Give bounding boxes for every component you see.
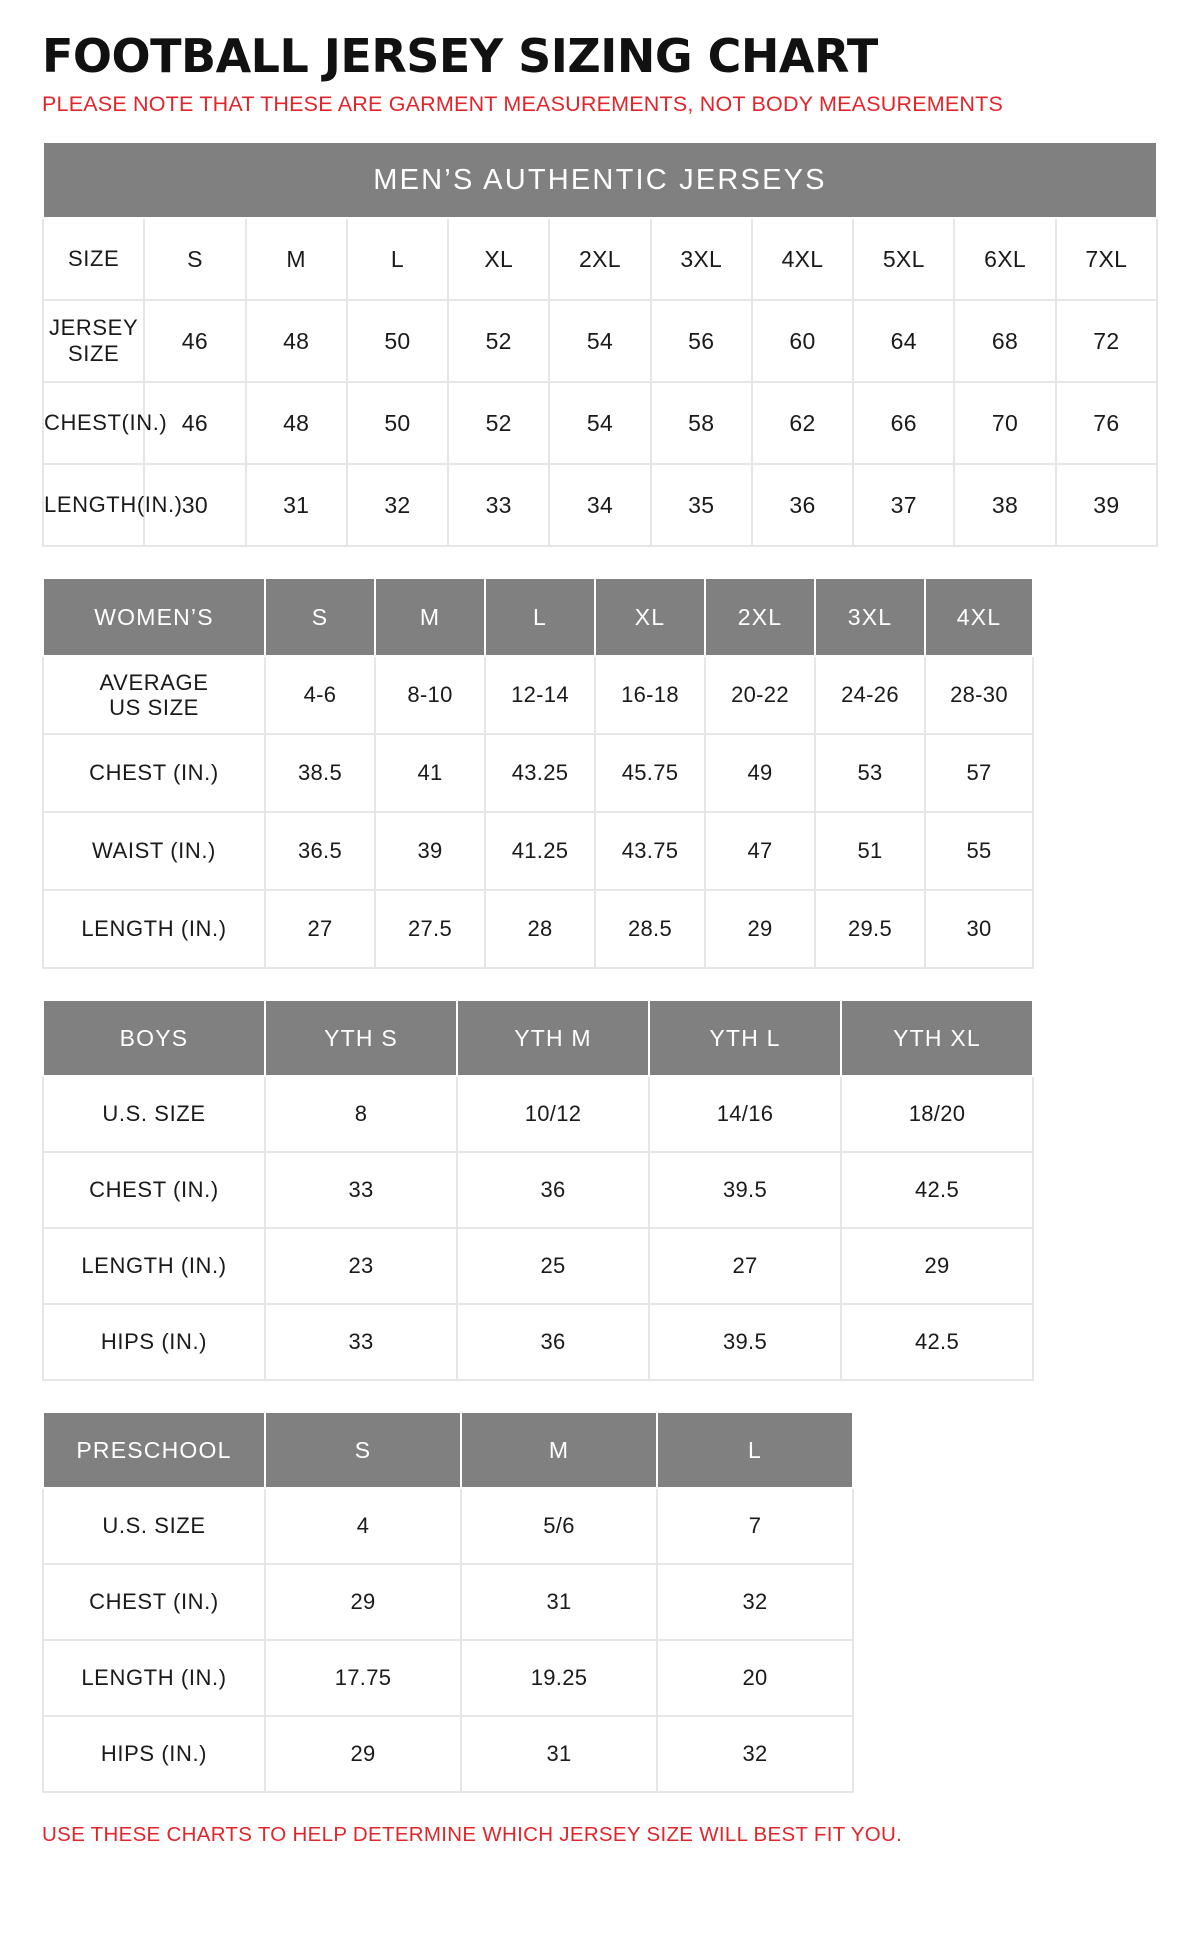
table-row [43, 1152, 1033, 1228]
table-cell: 43.25 [485, 734, 595, 812]
table-cell: 4 [265, 1488, 461, 1564]
table-row [43, 1488, 853, 1564]
mens-size-7xl: 7XL [1056, 218, 1157, 300]
boys-size-yth-xl: YTH XL [841, 1000, 1033, 1076]
table-cell: 50 [347, 382, 448, 464]
table-cell: 64 [853, 300, 954, 382]
table-cell: 31 [246, 464, 347, 546]
table-cell: 33 [265, 1304, 457, 1380]
table-cell: 52 [448, 382, 549, 464]
mens-size-3xl: 3XL [651, 218, 752, 300]
table-row [43, 1000, 1033, 1076]
table-cell: 62 [752, 382, 853, 464]
table-cell: 60 [752, 300, 853, 382]
mens-size-6xl: 6XL [954, 218, 1055, 300]
table-cell: 76 [1056, 382, 1157, 464]
table-cell: 31 [461, 1716, 657, 1792]
table-row [43, 890, 1033, 968]
table-cell: 38 [954, 464, 1055, 546]
measurement-disclaimer: PLEASE NOTE THAT THESE ARE GARMENT MEASUREMENTS, NOT BODY MEASUREMENTS [42, 92, 1003, 117]
table-cell: 4-6 [265, 656, 375, 734]
womens-size-l: L [485, 578, 595, 656]
table-cell: 8 [265, 1076, 457, 1152]
table-cell: 47 [705, 812, 815, 890]
table-cell: 28.5 [595, 890, 705, 968]
table-cell: 19.25 [461, 1640, 657, 1716]
table-cell: 23 [265, 1228, 457, 1304]
table-cell: 27.5 [375, 890, 485, 968]
mens-sizing-table [42, 141, 1158, 547]
table-cell: 32 [657, 1564, 853, 1640]
table-cell: 34 [549, 464, 650, 546]
table-cell: 29 [265, 1716, 461, 1792]
table-row [43, 218, 1157, 300]
mens-table-banner: MEN’S AUTHENTIC JERSEYS [43, 142, 1157, 218]
table-cell: 39 [1056, 464, 1157, 546]
womens-row-label-chest: CHEST (IN.) [43, 734, 265, 812]
womens-size-xl: XL [595, 578, 705, 656]
table-cell: 29 [705, 890, 815, 968]
preschool-row-label-chest: CHEST (IN.) [43, 1564, 265, 1640]
table-cell: 16-18 [595, 656, 705, 734]
table-cell: 45.75 [595, 734, 705, 812]
table-row [43, 812, 1033, 890]
womens-row-label-waist: WAIST (IN.) [43, 812, 265, 890]
table-cell: 8-10 [375, 656, 485, 734]
table-cell: 57 [925, 734, 1033, 812]
mens-size-s: S [144, 218, 245, 300]
preschool-row-label-length: LENGTH (IN.) [43, 1640, 265, 1716]
table-row [43, 1716, 853, 1792]
table-cell: 58 [651, 382, 752, 464]
table-cell: 17.75 [265, 1640, 461, 1716]
table-cell: 27 [265, 890, 375, 968]
table-cell: 68 [954, 300, 1055, 382]
table-cell: 66 [853, 382, 954, 464]
table-cell: 27 [649, 1228, 841, 1304]
table-row [43, 382, 1157, 464]
footer-note: USE THESE CHARTS TO HELP DETERMINE WHICH JERSEY SIZE WILL BEST FIT YOU. [42, 1823, 903, 1847]
table-cell: 32 [657, 1716, 853, 1792]
table-cell: 10/12 [457, 1076, 649, 1152]
preschool-row-label-hips: HIPS (IN.) [43, 1716, 265, 1792]
table-cell: 36.5 [265, 812, 375, 890]
boys-size-yth-l: YTH L [649, 1000, 841, 1076]
table-row [43, 734, 1033, 812]
table-row [43, 300, 1157, 382]
table-row [43, 1076, 1033, 1152]
womens-row-label-average-us-size [43, 656, 265, 734]
preschool-size-l: L [657, 1412, 853, 1488]
table-cell: 70 [954, 382, 1055, 464]
table-cell: 36 [457, 1152, 649, 1228]
table-cell: 38.5 [265, 734, 375, 812]
table-cell: 51 [815, 812, 925, 890]
preschool-size-m: M [461, 1412, 657, 1488]
womens-row-label-length: LENGTH (IN.) [43, 890, 265, 968]
table-cell: 28 [485, 890, 595, 968]
womens-size-3xl: 3XL [815, 578, 925, 656]
boys-row-label-chest: CHEST (IN.) [43, 1152, 265, 1228]
mens-size-5xl: 5XL [853, 218, 954, 300]
table-cell: 5/6 [461, 1488, 657, 1564]
table-cell: 29 [265, 1564, 461, 1640]
mens-size-xl: XL [448, 218, 549, 300]
preschool-table-label: PRESCHOOL [43, 1412, 265, 1488]
mens-size-2xl: 2XL [549, 218, 650, 300]
table-row [43, 1228, 1033, 1304]
preschool-size-s: S [265, 1412, 461, 1488]
table-cell: 37 [853, 464, 954, 546]
boys-row-label-us-size: U.S. SIZE [43, 1076, 265, 1152]
page-title: FOOTBALL JERSEY SIZING CHART [42, 29, 878, 83]
table-cell: 32 [347, 464, 448, 546]
table-row [43, 464, 1157, 546]
table-cell: 42.5 [841, 1304, 1033, 1380]
table-cell: 39.5 [649, 1304, 841, 1380]
table-row [43, 578, 1033, 656]
table-cell: 72 [1056, 300, 1157, 382]
table-cell: 50 [347, 300, 448, 382]
table-cell: 53 [815, 734, 925, 812]
table-cell: 30 [925, 890, 1033, 968]
womens-table-label: WOMEN’S [43, 578, 265, 656]
table-cell: 31 [461, 1564, 657, 1640]
table-cell: 12-14 [485, 656, 595, 734]
table-row [43, 1304, 1033, 1380]
womens-size-4xl: 4XL [925, 578, 1033, 656]
table-cell: 36 [457, 1304, 649, 1380]
boys-size-yth-s: YTH S [265, 1000, 457, 1076]
mens-row-label-length: LENGTH(IN.) [43, 464, 144, 546]
table-cell: 7 [657, 1488, 853, 1564]
table-cell: 33 [448, 464, 549, 546]
mens-size-4xl: 4XL [752, 218, 853, 300]
table-row [43, 1640, 853, 1716]
table-cell: 41 [375, 734, 485, 812]
table-cell: 46 [144, 300, 245, 382]
table-cell: 41.25 [485, 812, 595, 890]
table-cell: 18/20 [841, 1076, 1033, 1152]
mens-row-label-jersey-size: JERSEY SIZE [43, 300, 144, 382]
table-cell: 24-26 [815, 656, 925, 734]
womens-size-2xl: 2XL [705, 578, 815, 656]
table-cell: 52 [448, 300, 549, 382]
table-cell: 39 [375, 812, 485, 890]
mens-size-l: L [347, 218, 448, 300]
womens-label-line2: US SIZE [109, 695, 199, 721]
preschool-sizing-table [42, 1411, 854, 1793]
womens-size-m: M [375, 578, 485, 656]
table-cell: 54 [549, 382, 650, 464]
table-cell: 28-30 [925, 656, 1033, 734]
table-cell: 20 [657, 1640, 853, 1716]
table-cell: 48 [246, 300, 347, 382]
table-row [43, 1412, 853, 1488]
table-cell: 29 [841, 1228, 1033, 1304]
boys-sizing-table [42, 999, 1034, 1381]
table-row [43, 656, 1033, 734]
table-cell: 54 [549, 300, 650, 382]
table-cell: 42.5 [841, 1152, 1033, 1228]
mens-size-label: SIZE [43, 218, 144, 300]
table-cell: 20-22 [705, 656, 815, 734]
table-row [43, 142, 1157, 218]
table-cell: 25 [457, 1228, 649, 1304]
table-cell: 56 [651, 300, 752, 382]
table-cell: 39.5 [649, 1152, 841, 1228]
table-cell: 55 [925, 812, 1033, 890]
boys-table-label: BOYS [43, 1000, 265, 1076]
boys-row-label-hips: HIPS (IN.) [43, 1304, 265, 1380]
womens-size-s: S [265, 578, 375, 656]
boys-size-yth-m: YTH M [457, 1000, 649, 1076]
mens-size-m: M [246, 218, 347, 300]
table-cell: 30 [144, 464, 245, 546]
table-cell: 48 [246, 382, 347, 464]
boys-row-label-length: LENGTH (IN.) [43, 1228, 265, 1304]
table-cell: 43.75 [595, 812, 705, 890]
table-cell: 46 [144, 382, 245, 464]
table-cell: 49 [705, 734, 815, 812]
table-cell: 36 [752, 464, 853, 546]
womens-label-line1: AVERAGE [99, 670, 209, 696]
preschool-row-label-us-size: U.S. SIZE [43, 1488, 265, 1564]
table-cell: 35 [651, 464, 752, 546]
table-cell: 14/16 [649, 1076, 841, 1152]
mens-row-label-chest: CHEST(IN.) [43, 382, 144, 464]
table-row [43, 1564, 853, 1640]
table-cell: 29.5 [815, 890, 925, 968]
table-cell: 33 [265, 1152, 457, 1228]
womens-sizing-table [42, 577, 1034, 969]
